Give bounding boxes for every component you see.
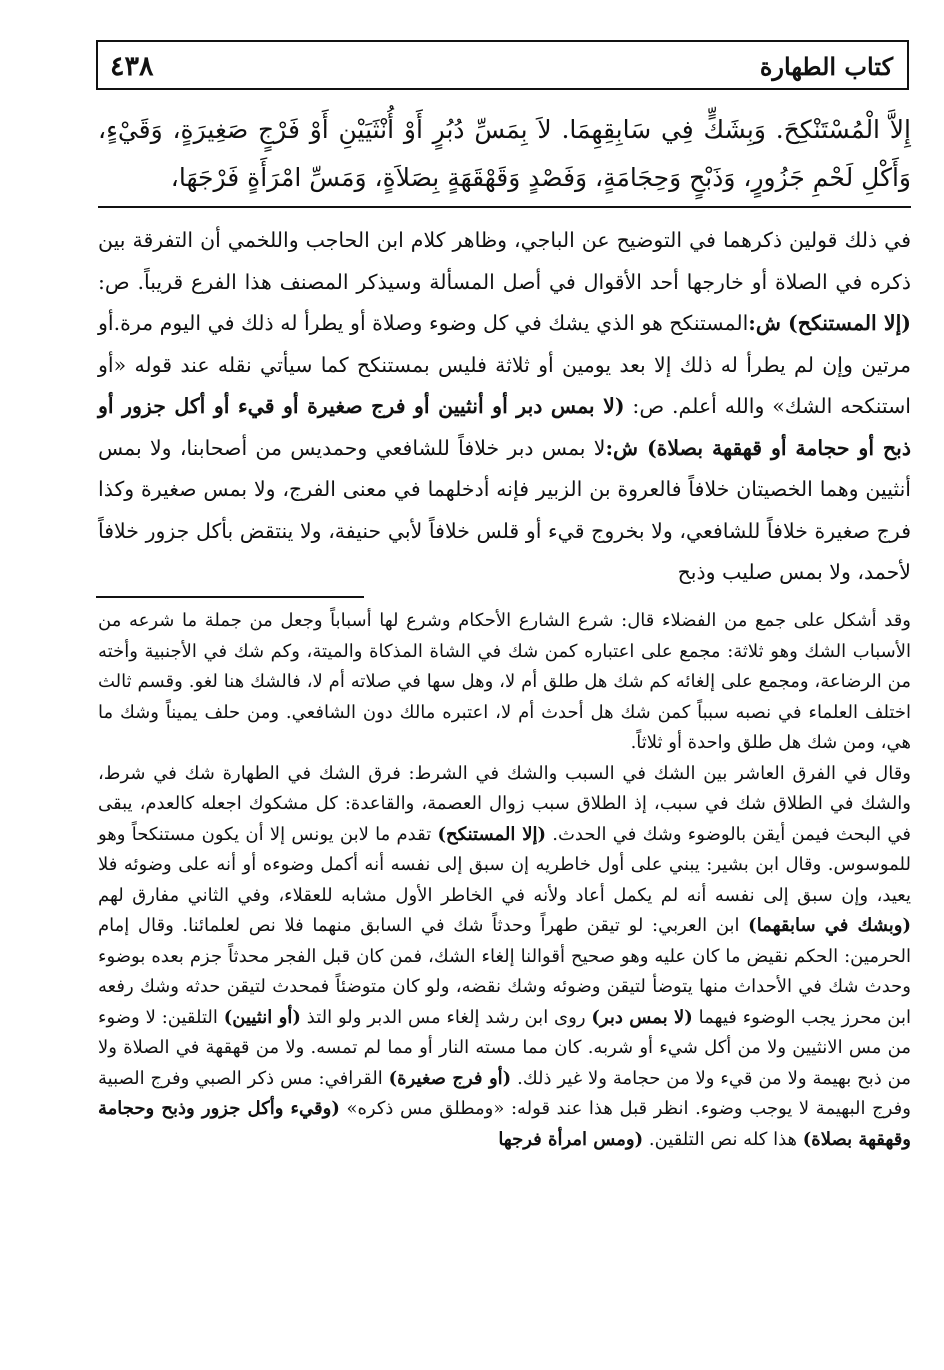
commentary <box>98 220 911 594</box>
commentary-text: في ذلك قولين ذكرهما في التوضيح عن الباجي، وظاهر كلام ابن الحاجب واللخمي أن التفرقة بين ذكره في الصلاة أو خارجها أحد الأقوال في أصل المسألة وسيذكر المصنف هذا الفرع قريباً. ص: <box>98 228 911 294</box>
footnote-text: وقال في الفرق العاشر بين الشك في السبب والشك في الشرط: فرق الشك في الطهارة شك في شرط، والشك في الطلاق شك في سبب، إذ الطلاق سبب زوال العصمة، والقاعدة: كل مشكوك اجعله كالعدم، يبقى في البحث فيمن أيقن بالوضوء وشك في الحدث. <box>98 762 911 845</box>
commentary-heading: (إلا المستنكح) ش: <box>748 311 911 335</box>
footnote-heading: (أو انثيين) <box>223 1006 301 1028</box>
footnote-text: روى ابن رشد إلغاء مس الدبر ولو التذ <box>306 1006 586 1028</box>
footnote-paragraph: وقد أشكل على جمع من الفضلاء قال: شرع الشارع الأحكام وشرع لها أسباباً وجعل من جملة ما شرعه من الأسباب الشك وهو ثلاثة: مجمع على اعتباره كمن شك في الشاة المذكاة والميتة، وكم شك في الأجنبية وأخته من الرضاعة، ومجمع على إلغائه كم شك هل طلق أم لا، وهل سها في صلاته أم لا، فالشك هنا لغو. وقسم ثالث اختلف العلماء في نصبه سبباً كمن شك هل أحدث أم لا، اعتبره مالك دون الشافعي. ومن حلف يميناً وشك ما هي، ومن شك هل طلق واحدة أو ثلاثاً. <box>98 610 911 753</box>
main-text-paragraph: إِلاَّ الْمُسْتَنْكِحَ. وَبِشَكٍّ فِي سَابِقِهِمَا. لاَ بِمَسِّ دُبُرٍ أَوْ أُنْثَيَيْنِ أَوْ فَرْجٍ صَغِيرَةٍ، وَقَيْءٍ، وَأَكْلِ لَحْمِ جَزُورٍ، وَذَبْحٍ وَحِجَامَةٍ، وَفَصْدٍ وَقَهْقَهَةٍ بِصَلاَةٍ، وَمَسِّ امْرَأَةٍ فَرْجَهَا، <box>98 115 911 192</box>
footnote-text: التلقين: لا وضوء من مس الانثيين ولا من أكل شيء أو شربه. كان مما مسته النار أو مما لم تمسه. ولا من قهقهة في الصلاة ولا من ذبح بهيمة ولا من قيء ولا من حجامة ولا غير ذلك. <box>98 1006 912 1089</box>
footnote-text: ابن العربي: لو تيقن طهراً وحدثاً شك في السابق منهما فلا نص لعلمائنا. وقال إمام الحرمين: الحكم نقيض ما كان عليه وهو صحيح أقوالنا إلغاء الشك، فمن كان قبل الفجر محدثاً جزم بعده بوضوء وحدث شك في الأحداث منها يتوضأ لتيقن وضوئه وشك نقضه، ولو كان متوضئاً فمحدث لتيقن حدثه وشك رفعه ابن محرز يجب الوضوء فيهما <box>98 915 911 1028</box>
footnote-heading: (أو فرج صغيرة) <box>388 1067 512 1089</box>
separator-line <box>98 206 911 208</box>
commentary-text: لا بمس دبر خلافاً للشافعي وحمديس من أصحابنا، ولا بمس أنثيين وهما الخصيتان خلافاً فالعروة بن الزبير فإنه أدخلهما في معنى الفرج، ولا بمس صغيرة وكذا فرج صغيرة خلافاً للشافعي، ولا بخروج قيء أو قلس خلافاً لأبي حنيفة، ولا ينتقض بأكل جزور خلافاً لأحمد، ولا بمس صليب وذبح <box>98 435 911 584</box>
running-title: كتاب الطهارة <box>759 52 893 81</box>
footnote-heading: (ومس امرأة فرجها <box>498 1128 644 1150</box>
footnote-heading: (لا بمس دبر) <box>591 1006 693 1028</box>
commentary-heading: (لا بمس دبر أو أنثيين أو فرج صغيرة أو قيء أو أكل جزور أو ذبح أو حجامة أو قهقهة بصلاة) ش: <box>98 394 911 460</box>
main-text <box>98 106 911 202</box>
footnote-separator <box>96 596 364 598</box>
page-header <box>96 40 909 90</box>
footnote-text: تقدم ما لابن يونس إلا أن يكون مستنكحاً وهو للموسوس. وقال ابن بشير: يبني على أول خاطريه إن سبق إلى نفسه أنه أكمل وضوءه أو أنه على وضوئه فلا يعيد، وإن سبق إلى نفسه أنه لم يكمل أعاد ولأنه في الخاطر الأول مشابه للعقلاء، وفي الثاني مفارق لهم <box>98 823 911 906</box>
footnote-section <box>98 606 911 1155</box>
commentary-text: المستنكح هو الذي يشك في كل وضوء وصلاة أو يطرأ له ذلك في اليوم مرة.أو مرتين وإن لم يطرأ له ذلك إلا بعد يومين أو ثلاثة فليس بمستنكح كما سيأتي نقله عند قوله «أو استنكحه الشك» والله أعلم. ص: <box>98 311 911 418</box>
footnote-heading: (وبشك في سابقهما) <box>748 915 911 936</box>
commentary-paragraph <box>98 220 911 594</box>
footnote-text: هذا كله نص التلقين. <box>648 1128 798 1150</box>
footnote-heading: (إلا المستنكح) <box>437 823 546 845</box>
footnote-heading: (وقيء وأكل جزور وذبح وحجامة وقهقهة بصلاة) <box>98 1098 911 1150</box>
footnote-text: القرافي: مس ذكر الصبي وفرج الصبية وفرج البهيمة لا يوجب وضوء. انظر قبل هذا عند قوله: «ومطلق مس ذكره» <box>98 1067 911 1119</box>
footnote-paragraph <box>98 759 911 1156</box>
document-page <box>96 40 911 1340</box>
page-number: ٤٣٨ <box>110 51 154 82</box>
